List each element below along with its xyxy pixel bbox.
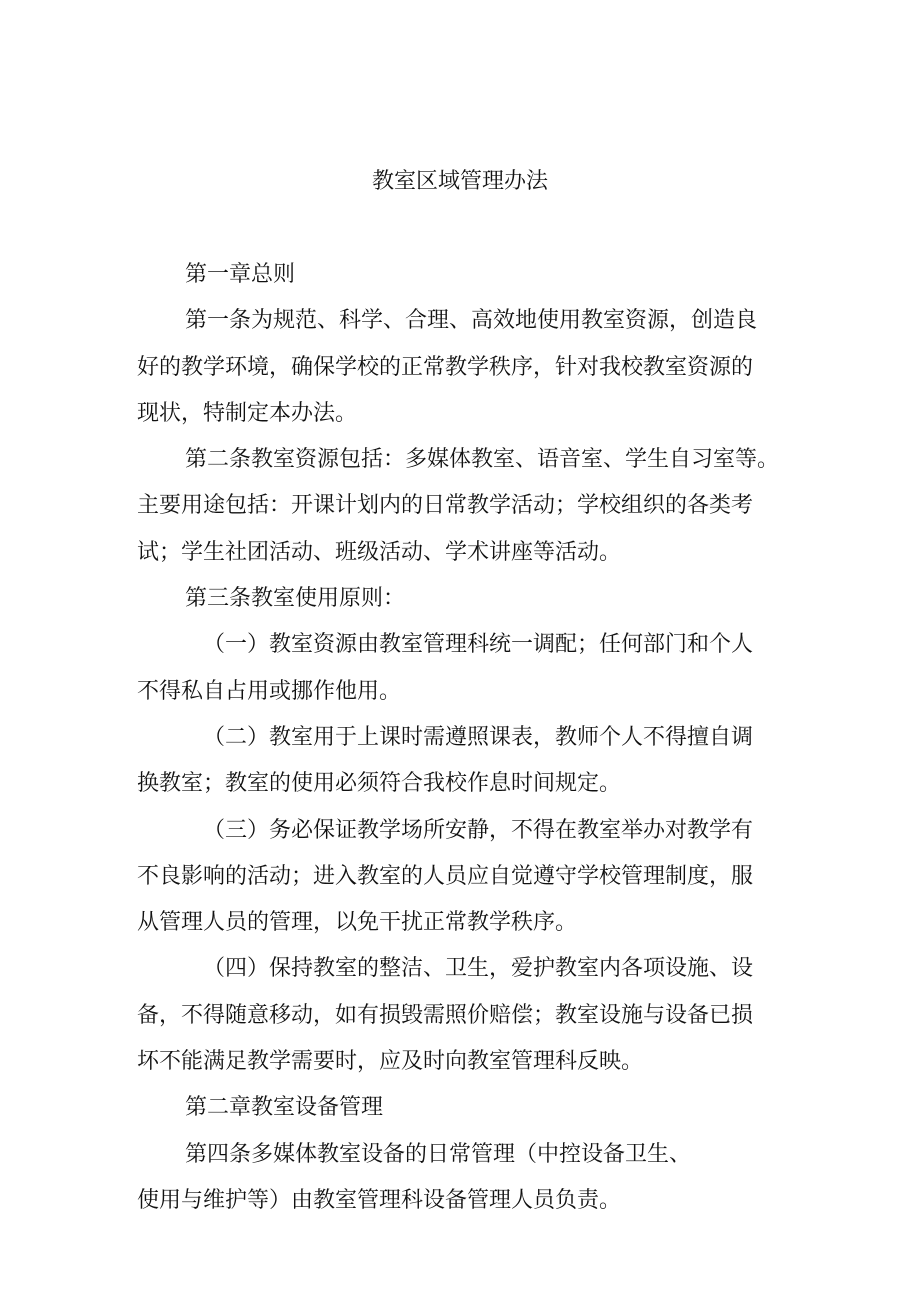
text-line: （二）教室用于上课时需遵照课表，教师个人不得擅自调 xyxy=(203,724,754,750)
text-line: 好的教学环境，确保学校的正常教学秩序，针对我校教室资源的 xyxy=(137,354,754,380)
text-line: 从管理人员的管理，以免干扰正常教学秩序。 xyxy=(137,910,578,936)
article-3-item-2 xyxy=(137,715,797,808)
text-line: 现状，特制定本办法。 xyxy=(137,400,358,426)
article-1 xyxy=(137,298,797,437)
article-4 xyxy=(137,1132,797,1225)
text-line: 第一章总则 xyxy=(185,262,296,287)
text-line: 备，不得随意移动，如有损毁需照价赔偿；教室设施与设备已损 xyxy=(137,1002,754,1028)
text-line: 不良影响的活动；进入教室的人员应自觉遵守学校管理制度，服 xyxy=(137,863,754,889)
article-3 xyxy=(137,576,797,622)
text-line: 第三条教室使用原则： xyxy=(185,586,406,612)
text-line: 使用与维护等）由教室管理科设备管理人员负责。 xyxy=(137,1187,622,1213)
text-line: 第四条多媒体教室设备的日常管理（中控设备卫生、 xyxy=(185,1141,692,1167)
article-3-item-3 xyxy=(137,808,797,947)
text-line: （一）教室资源由教室管理科统一调配；任何部门和个人 xyxy=(203,632,754,658)
article-2 xyxy=(137,437,797,576)
text-line: 试；学生社团活动、班级活动、学术讲座等活动。 xyxy=(137,539,622,565)
text-line: 主要用途包括：开课计划内的日常教学活动；学校组织的各类考 xyxy=(137,493,754,519)
article-3-item-1 xyxy=(137,622,797,715)
text-line: 第一条为规范、科学、合理、高效地使用教室资源，创造良 xyxy=(185,308,758,334)
text-line: 第二条教室资源包括：多媒体教室、语音室、学生自习室等。 xyxy=(185,447,780,473)
chapter-2-heading xyxy=(137,1085,797,1131)
document-title: 教室区域管理办法 xyxy=(371,169,548,194)
text-line: （四）保持教室的整洁、卫生，爱护教室内各项设施、设 xyxy=(203,956,754,982)
text-line: 换教室；教室的使用必须符合我校作息时间规定。 xyxy=(137,771,622,797)
document-body xyxy=(137,252,797,1224)
chapter-1-heading xyxy=(137,252,797,298)
text-line: 不得私自占用或挪作他用。 xyxy=(137,678,402,704)
text-line: （三）务必保证教学场所安静，不得在教室举办对教学有 xyxy=(203,817,754,843)
text-line: 第二章教室设备管理 xyxy=(185,1095,384,1121)
text-line: 坏不能满足教学需要时，应及时向教室管理科反映。 xyxy=(137,1049,644,1075)
article-3-item-4 xyxy=(137,946,797,1085)
